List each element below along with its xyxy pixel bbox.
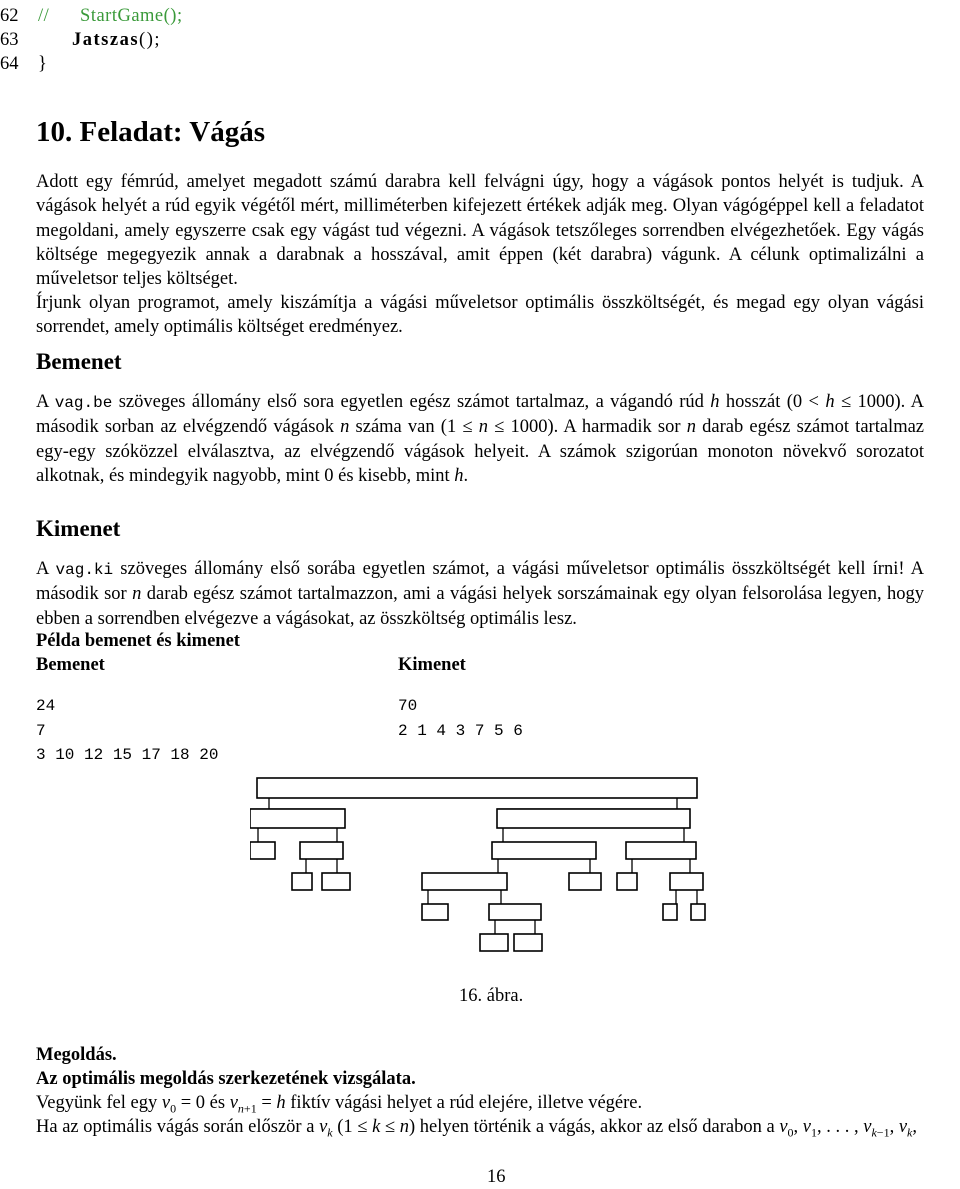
line-number: 63	[0, 30, 19, 50]
example-output	[398, 694, 523, 743]
solution-heading: Megoldás.	[36, 1045, 117, 1065]
intro-paragraph-2: Írjunk olyan programot, amely kiszámítja a vágási műveletsor optimális összköltségét, és megad egy olyan vágási sorrendet, amely optimális költséget eredményez.	[36, 293, 924, 338]
example-title: Példa bemenet és kimenet	[36, 631, 240, 651]
rod-piece	[492, 842, 596, 859]
rod-piece	[250, 809, 345, 828]
example-input-line: 3 10 12 15 17 18 20	[36, 746, 219, 764]
solution-line-1: Vegyünk fel egy $v_0 = 0$ és $v_{n+1} = h$ fiktív vágási helyet a rúd elejére, illetve végére.	[36, 1093, 643, 1116]
rod-piece	[497, 809, 690, 828]
line-number: 62	[0, 6, 19, 26]
rod-piece	[569, 873, 601, 890]
example-output-line: 2 1 4 3 7 5 6	[398, 721, 523, 740]
section-title: 10. Feladat: Vágás	[36, 116, 266, 148]
rod-piece	[663, 904, 677, 920]
code-call: Jatszas();	[72, 30, 161, 50]
example-input-line: 24	[36, 697, 56, 715]
rod-piece	[670, 873, 703, 890]
rod-piece	[480, 934, 508, 951]
rod-piece	[691, 904, 705, 920]
example-input-line: 7	[36, 721, 46, 740]
line-number: 64	[0, 54, 19, 74]
solution-line-2: Ha az optimális vágás során először a $v_k$ (1 ≤ k ≤ n) helyen történik a vágás, akkor az első darabon a $v_0$, $v_1$, . . . , $v_{k-1}$, $v_k$,	[36, 1117, 917, 1140]
example-output-line: 70	[398, 697, 418, 715]
example-input-label: Bemenet	[36, 655, 105, 675]
rod-piece	[322, 873, 350, 890]
page-number: 16	[487, 1167, 506, 1187]
rod-piece	[422, 904, 448, 920]
rod-piece	[489, 904, 541, 920]
example-input	[36, 694, 218, 768]
input-description: A vag.be szöveges állomány első sora egyetlen egész számot tartalmaz, a vágandó rúd h hosszát (0 < h ≤ 1000). A második sorban az elvégzendő vágások n száma van (1 ≤ n ≤ 1000). A harmadik sor n darab egész számot tartalmaz egy-egy szóközzel elválasztva, az elvégzendő vágások helyeit. A számok szigorúan monoton növekvő sorozatot alkotnak, és mindegyik nagyobb, mint 0 és kisebb, mint h.	[36, 392, 925, 486]
cut-tree-figure	[250, 772, 710, 962]
rod-piece	[250, 842, 275, 859]
rod-full	[257, 778, 697, 798]
code-comment: // StartGame();	[38, 6, 183, 26]
intro-paragraph: Adott egy fémrúd, amelyet megadott számú darabra kell felvágni úgy, hogy a vágások pontos helyét is tudjuk. A vágások helyét a rúd egyik végétől mért, milliméterben kifejezett értékek adják meg. Olyan vágógéppel kell a feladatot megoldani, amely egyszerre csak egy vágást tud végezni. A vágások tetszőleges sorrendben elvégezhetőek. Egy vágás költsége megegyezik annak a darabnak a hosszával, amit éppen (két darabra) vágunk. A célunk optimalizálni a műveletsor teljes költséget.	[36, 172, 924, 290]
input-heading: Bemenet	[36, 349, 122, 374]
rod-piece	[422, 873, 507, 890]
output-description: A vag.ki szöveges állomány első sorába egyetlen számot, a vágási műveletsor optimális összköltségét kell írni! A második sor n darab egész számot tartalmazzon, ami a vágási helyek sorszámainak egy olyan felsorolása legyen, hogy ebben a sorrendben elvégezve a vágásokat, az összköltség optimális lesz.	[36, 559, 925, 629]
rod-piece	[300, 842, 343, 859]
figure-caption: 16. ábra.	[459, 986, 524, 1006]
solution-subheading: Az optimális megoldás szerkezetének vizsgálata.	[36, 1069, 416, 1089]
rod-piece	[617, 873, 637, 890]
rod-piece	[626, 842, 696, 859]
example-output-label: Kimenet	[398, 655, 466, 675]
rod-piece	[514, 934, 542, 951]
rod-piece	[292, 873, 312, 890]
code-brace: }	[38, 54, 47, 74]
output-heading: Kimenet	[36, 516, 121, 541]
